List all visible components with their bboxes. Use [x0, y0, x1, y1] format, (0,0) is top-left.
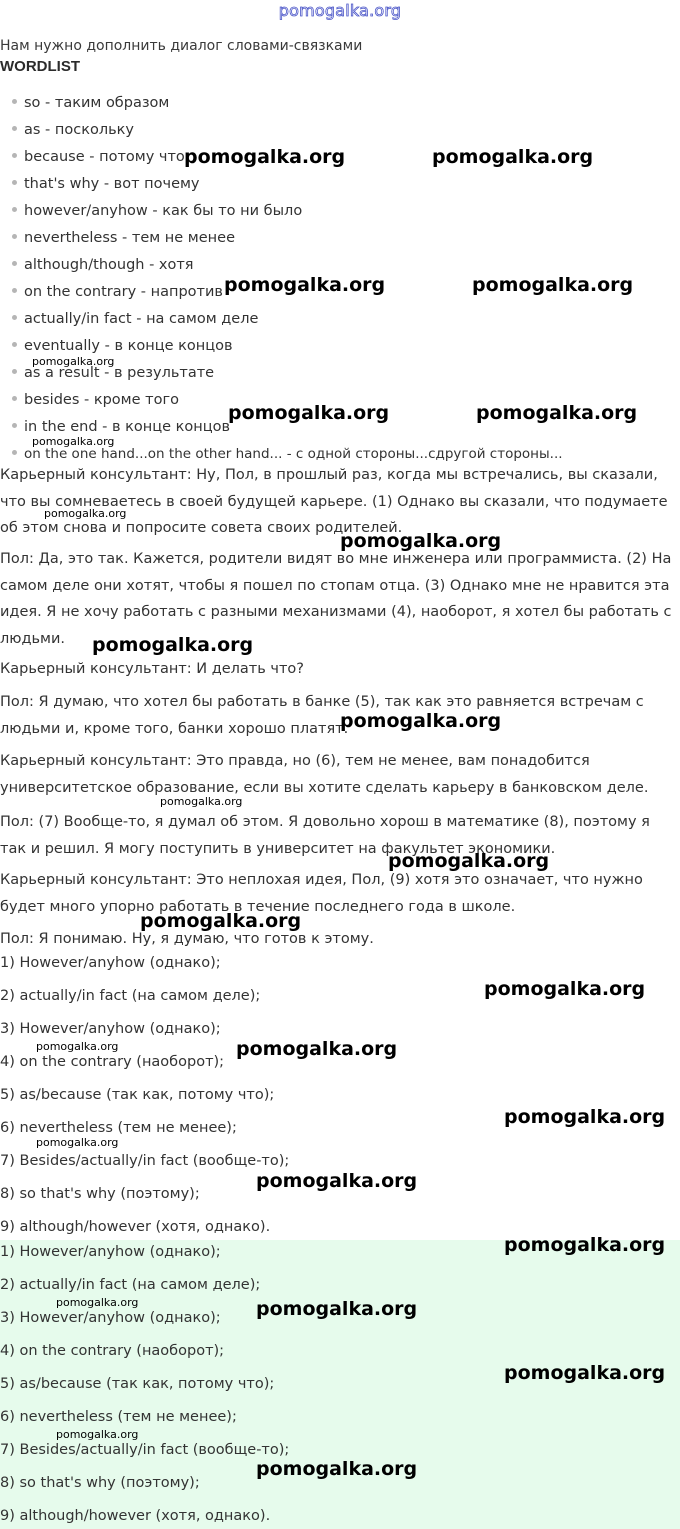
- bullet-icon: [12, 396, 17, 401]
- watermark: pomogalka.org: [160, 795, 243, 808]
- bullet-icon: [12, 315, 17, 320]
- answer-item: 3) However/anyhow (однако);: [0, 1310, 221, 1326]
- watermark: pomogalka.org: [92, 634, 254, 656]
- wordlist-item: although/though - хотя: [12, 257, 194, 273]
- wordlist-item: on the contrary - напротив: [12, 284, 223, 300]
- answer-item: 3) However/anyhow (однако);: [0, 1021, 221, 1037]
- watermark: pomogalka.org: [36, 1040, 119, 1053]
- watermark: pomogalka.org: [256, 1170, 418, 1192]
- dialogue-paragraph: Карьерный консультант: Ну, Пол, в прошлый раз, когда мы встречались, вы сказали, что вы сомневаетесь в своей будущей карьере. (1) Однако вы сказали, что подумаете об этом снова и попросите совета своих родителей.: [0, 467, 668, 536]
- bullet-icon: [12, 207, 17, 212]
- watermark: pomogalka.org: [504, 1106, 666, 1128]
- wordlist-item: as - поскольку: [12, 122, 134, 138]
- bullet-icon: [12, 261, 17, 266]
- answer-item: 6) nevertheless (тем не менее);: [0, 1120, 237, 1136]
- dialogue-paragraph: Пол: Да, это так. Кажется, родители видят во мне инженера или программиста. (2) На самом деле они хотят, чтобы я пошел по стопам отца. (3) Однако мне не нравится эта идея. Я не хочу работать с разными механизмами (4), наоборот, я хотел бы работать с людьми.: [0, 551, 672, 647]
- wordlist-item: nevertheless - тем не менее: [12, 230, 235, 246]
- watermark: pomogalka.org: [504, 1234, 666, 1256]
- watermark: pomogalka.org: [472, 274, 634, 296]
- bullet-icon: [12, 288, 17, 293]
- answer-item: 7) Besides/actually/in fact (вообще-то);: [0, 1442, 290, 1458]
- dialogue-paragraph: Карьерный консультант: Это правда, но (6), тем не менее, вам понадобится университетское образование, если вы хотите сделать карьеру в банковском деле.: [0, 753, 649, 796]
- watermark: pomogalka.org: [184, 146, 346, 168]
- watermark: pomogalka.org: [388, 850, 550, 872]
- answer-item: 2) actually/in fact (на самом деле);: [0, 988, 261, 1004]
- wordlist-item: on the one hand...on the other hand... - с одной стороны...сдругой стороны...: [12, 446, 563, 462]
- answer-item: 2) actually/in fact (на самом деле);: [0, 1277, 261, 1293]
- bullet-icon: [12, 180, 17, 185]
- bullet-icon: [12, 99, 17, 104]
- dialogue-paragraph: Карьерный консультант: Это неплохая идея, Пол, (9) хотя это означает, что нужно будет много упорно работать в течение последнего года в школе.: [0, 872, 643, 915]
- dialogue-paragraph: Карьерный консультант: И делать что?: [0, 661, 304, 677]
- watermark: pomogalka.org: [484, 978, 646, 1000]
- wordlist-item: that's why - вот почему: [12, 176, 200, 192]
- bullet-icon: [12, 126, 17, 131]
- watermark: pomogalka.org: [56, 1428, 139, 1441]
- answer-item: 9) although/however (хотя, однако).: [0, 1508, 271, 1524]
- wordlist-item: in the end - в конце концов: [12, 419, 230, 435]
- answer-item: 5) as/because (так как, потому что);: [0, 1087, 275, 1103]
- answer-item: 5) as/because (так как, потому что);: [0, 1376, 275, 1392]
- watermark: pomogalka.org: [340, 710, 502, 732]
- site-header-logo[interactable]: pomogalka.org: [278, 1, 402, 20]
- dialogue-paragraph: Пол: (7) Вообще-то, я думал об этом. Я довольно хорош в математике (8), поэтому я так и решил. Я могу поступить в университет на факультет экономики.: [0, 814, 650, 857]
- watermark: pomogalka.org: [256, 1298, 418, 1320]
- answer-item: 4) on the contrary (наоборот);: [0, 1054, 225, 1070]
- watermark: pomogalka.org: [504, 1362, 666, 1384]
- bullet-icon: [12, 234, 17, 239]
- wordlist-title: WORDLIST: [0, 58, 80, 75]
- wordlist-item: eventually - в конце концов: [12, 338, 233, 354]
- wordlist-item: because - потому что: [12, 149, 185, 165]
- watermark: pomogalka.org: [224, 274, 386, 296]
- watermark: pomogalka.org: [236, 1038, 398, 1060]
- answer-item: 8) so that's why (поэтому);: [0, 1475, 200, 1491]
- wordlist-item: actually/in fact - на самом деле: [12, 311, 258, 327]
- bullet-icon: [12, 423, 17, 428]
- watermark: pomogalka.org: [432, 146, 594, 168]
- watermark: pomogalka.org: [56, 1296, 139, 1309]
- answer-item: 9) although/however (хотя, однако).: [0, 1219, 271, 1235]
- watermark: pomogalka.org: [36, 1136, 119, 1149]
- wordlist-item: so - таким образом: [12, 95, 169, 111]
- watermark: pomogalka.org: [476, 402, 638, 424]
- dialogue-paragraph: Пол: Я понимаю. Ну, я думаю, что готов к этому.: [0, 931, 374, 947]
- bullet-icon: [12, 342, 17, 347]
- wordlist-item: besides - кроме того: [12, 392, 179, 408]
- answer-item: 8) so that's why (поэтому);: [0, 1186, 200, 1202]
- bullet-icon: [12, 450, 17, 455]
- intro-text: Нам нужно дополнить диалог словами-связками: [0, 38, 363, 54]
- watermark: pomogalka.org: [228, 402, 390, 424]
- bullet-icon: [12, 153, 17, 158]
- answer-item: 1) However/anyhow (однако);: [0, 955, 221, 971]
- watermark: pomogalka.org: [340, 530, 502, 552]
- wordlist-item: however/anyhow - как бы то ни было: [12, 203, 302, 219]
- answer-item: 1) However/anyhow (однако);: [0, 1244, 221, 1260]
- watermark: pomogalka.org: [140, 910, 302, 932]
- bullet-icon: [12, 369, 17, 374]
- watermark: pomogalka.org: [32, 435, 115, 448]
- answer-item: 7) Besides/actually/in fact (вообще-то);: [0, 1153, 290, 1169]
- dialogue-paragraph: Пол: Я думаю, что хотел бы работать в банке (5), так как это равняется встречам с людьми и, кроме того, банки хорошо платят.: [0, 694, 644, 737]
- watermark: pomogalka.org: [44, 507, 127, 520]
- answer-item: 4) on the contrary (наоборот);: [0, 1343, 225, 1359]
- answer-item: 6) nevertheless (тем не менее);: [0, 1409, 237, 1425]
- watermark: pomogalka.org: [256, 1458, 418, 1480]
- watermark: pomogalka.org: [32, 355, 115, 368]
- wordlist-item: as a result - в результате: [12, 365, 214, 381]
